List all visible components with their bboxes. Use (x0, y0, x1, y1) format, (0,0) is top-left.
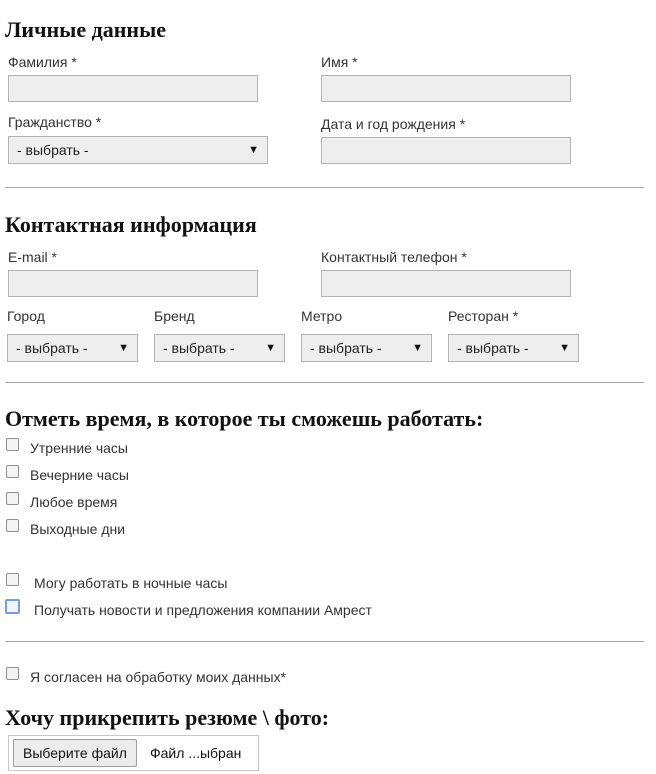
checkbox-news[interactable] (5, 599, 20, 614)
checkbox-evening[interactable] (6, 465, 19, 478)
checkbox-consent-label: Я согласен на обработку моих данных* (30, 669, 287, 685)
last-name-input[interactable] (8, 75, 258, 102)
email-label: E-mail * (8, 249, 58, 265)
section-divider (5, 382, 644, 383)
restaurant-select-value: - выбрать - (457, 340, 529, 356)
phone-label: Контактный телефон * (321, 249, 467, 265)
checkbox-weekends[interactable] (6, 519, 19, 532)
section-divider (5, 187, 644, 188)
section-divider (5, 641, 644, 642)
metro-select[interactable] (301, 334, 432, 362)
section-title-attach: Хочу прикрепить резюме \ фото: (5, 705, 330, 730)
brand-label: Бренд (154, 308, 195, 324)
first-name-label: Имя * (321, 54, 358, 70)
birthdate-input[interactable] (321, 137, 571, 164)
section-title-contact: Контактная информация (5, 212, 257, 237)
checkbox-weekends-label: Выходные дни (30, 521, 126, 537)
metro-label: Метро (301, 308, 343, 324)
checkbox-morning-label: Утренние часы (30, 440, 128, 456)
checkbox-news-label: Получать новости и предложения компании Амрест (34, 602, 372, 618)
brand-select-value: - выбрать - (163, 340, 235, 356)
section-title-personal: Личные данные (5, 17, 167, 42)
checkbox-consent[interactable] (6, 667, 19, 680)
phone-input[interactable] (321, 270, 571, 297)
first-name-input[interactable] (321, 75, 571, 102)
checkbox-anytime-label: Любое время (30, 494, 118, 510)
birthdate-label: Дата и год рождения * (321, 116, 466, 132)
city-select-value: - выбрать - (16, 340, 88, 356)
citizenship-select[interactable] (8, 136, 268, 164)
chevron-down-icon: ▼ (412, 342, 423, 354)
chevron-down-icon: ▼ (248, 144, 259, 156)
checkbox-anytime[interactable] (6, 492, 19, 505)
choose-file-button[interactable]: Выберите файл (13, 739, 137, 767)
file-upload-field[interactable] (8, 735, 259, 771)
checkbox-evening-label: Вечерние часы (30, 467, 129, 483)
chevron-down-icon: ▼ (559, 342, 570, 354)
chevron-down-icon: ▼ (265, 342, 276, 354)
metro-select-value: - выбрать - (310, 340, 382, 356)
last-name-label: Фамилия * (8, 54, 77, 70)
city-select[interactable] (7, 334, 138, 362)
city-label: Город (7, 308, 45, 324)
checkbox-night[interactable] (6, 573, 19, 586)
checkbox-night-label: Могу работать в ночные часы (34, 575, 228, 591)
email-input[interactable] (8, 270, 258, 297)
restaurant-select[interactable] (448, 334, 579, 362)
file-status-text: Файл ...ыбран (150, 745, 242, 761)
section-title-schedule: Отметь время, в которое ты сможешь работать: (5, 406, 484, 431)
brand-select[interactable] (154, 334, 285, 362)
chevron-down-icon: ▼ (118, 342, 129, 354)
restaurant-label: Ресторан * (448, 308, 519, 324)
citizenship-label: Гражданство * (8, 114, 102, 130)
checkbox-morning[interactable] (6, 438, 19, 451)
citizenship-select-value: - выбрать - (17, 142, 89, 158)
